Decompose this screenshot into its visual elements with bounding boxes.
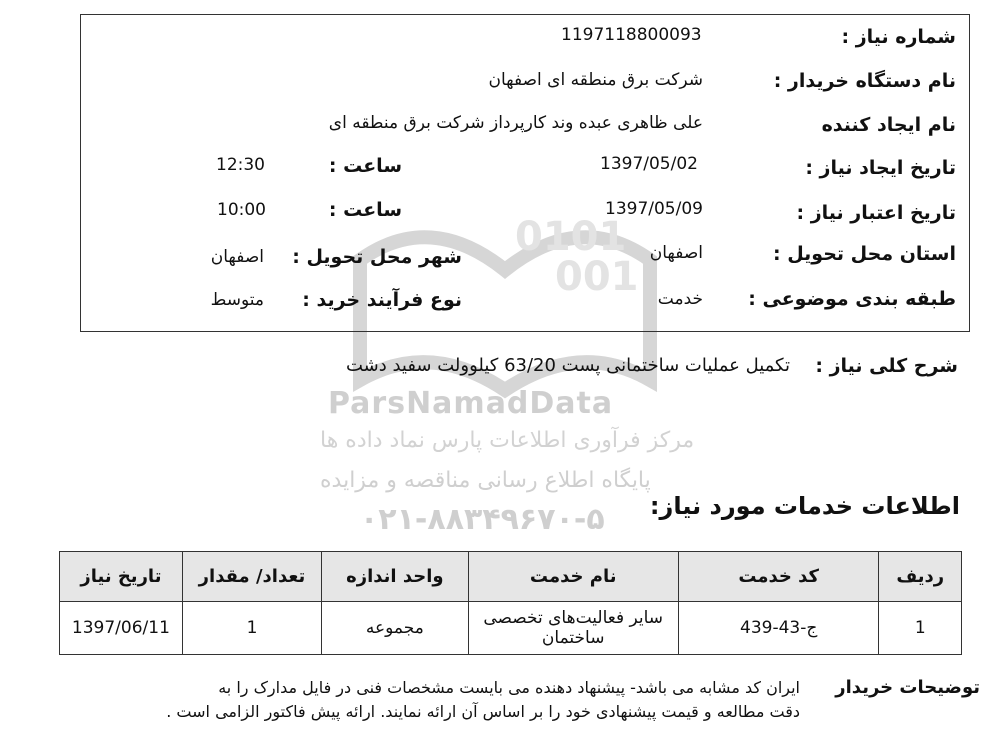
created-date-label: تاریخ ایجاد نیاز : (805, 157, 956, 179)
watermark-brand: ParsNamadData (328, 386, 614, 421)
col-unit: واحد اندازه (322, 552, 468, 602)
valid-time: 10:00 (217, 200, 266, 220)
col-service-code: کد خدمت (678, 552, 879, 602)
col-quantity: تعداد/ مقدار (182, 552, 321, 602)
city-label: شهر محل تحویل : (292, 246, 462, 268)
watermark-phone: ۰۲۱-۸۸۳۴۹۶۷۰-۵ (360, 502, 605, 537)
created-date: 1397/05/02 (600, 154, 698, 174)
province: اصفهان (649, 243, 703, 263)
purchase-type-label: نوع فرآیند خرید : (302, 289, 462, 311)
valid-date-label: تاریخ اعتبار نیاز : (796, 202, 956, 224)
table-row (60, 602, 962, 655)
services-heading: اطلاعات خدمات مورد نیاز: (649, 492, 960, 520)
purchase-type: متوسط (210, 290, 264, 310)
category-label: طبقه بندی موضوعی : (748, 288, 956, 310)
buyer-notes-label: توضیحات خریدار (835, 677, 980, 698)
svg-text:0101: 0101 (515, 214, 627, 260)
watermark-line2: پایگاه اطلاع رسانی مناقصه و مزایده (320, 468, 651, 493)
created-time-label: ساعت : (328, 155, 402, 177)
cell-service-name: سایر فعالیت‌های تخصصی ساختمان (468, 602, 678, 655)
svg-text:001: 001 (555, 254, 639, 300)
summary-label: شرح کلی نیاز : (815, 355, 958, 377)
col-row-number: ردیف (879, 552, 962, 602)
services-table (59, 551, 962, 655)
services-header-row (60, 552, 962, 602)
col-need-date: تاریخ نیاز (60, 552, 183, 602)
valid-time-label: ساعت : (328, 199, 402, 221)
watermark-line1: مرکز فرآوری اطلاعات پارس نماد داده ها (320, 428, 695, 453)
cell-row-number: 1 (879, 602, 962, 655)
col-service-name: نام خدمت (468, 552, 678, 602)
province-label: استان محل تحویل : (773, 243, 956, 265)
cell-unit: مجموعه (322, 602, 468, 655)
need-number: 1197118800093 (561, 25, 702, 45)
cell-quantity: 1 (182, 602, 321, 655)
buyer-notes-line1: ایران کد مشابه می باشد- پیشنهاد دهنده می بایست مشخصات فنی در فایل مدارک را به (218, 678, 800, 697)
cell-service-code: ج-43-439 (678, 602, 879, 655)
summary-text: تکمیل عملیات ساختمانی پست 63/20 کیلوولت سفید دشت (345, 355, 790, 376)
city: اصفهان (210, 247, 264, 267)
buyer-notes (60, 676, 800, 724)
buyer-notes-line2: دقت مطالعه و قیمت پیشنهادی خود را بر اساس آن ارائه نمایند. ارائه پیش فاکتور الزامی است . (166, 702, 800, 721)
need-number-label: شماره نیاز : (841, 26, 956, 48)
category: خدمت (657, 289, 703, 309)
buyer-org-label: نام دستگاه خریدار : (773, 70, 956, 92)
cell-need-date: 1397/06/11 (60, 602, 183, 655)
created-time: 12:30 (216, 155, 265, 175)
buyer-org: شرکت برق منطقه ای اصفهان (488, 70, 703, 90)
creator: علی ظاهری عبده وند کارپرداز شرکت برق منطقه ای (328, 113, 703, 133)
valid-date: 1397/05/09 (605, 199, 703, 219)
creator-label: نام ایجاد کننده (821, 114, 956, 136)
